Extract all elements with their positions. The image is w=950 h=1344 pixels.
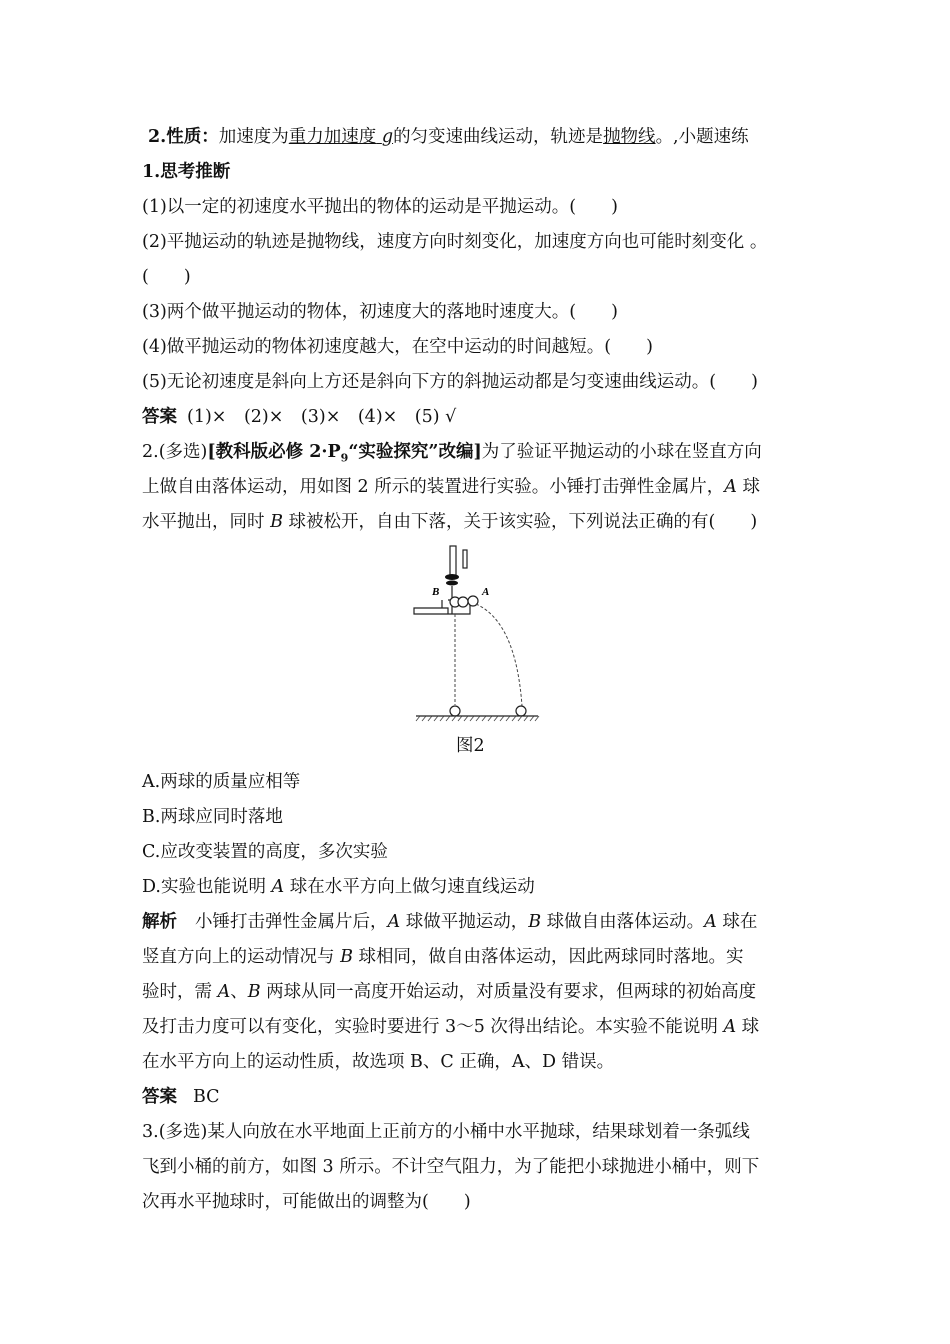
analysis-l1c: 球做自由落体运动。 bbox=[541, 912, 705, 932]
analysis-line2 bbox=[142, 945, 822, 969]
analysis-line3 bbox=[142, 980, 822, 1004]
property-suffix: 。,小题速练 bbox=[655, 127, 749, 147]
q3-line2: 飞到小桶的前方，如图 3 所示。不计空气阻力，为了能把小球抛进小桶中，则下 bbox=[142, 1157, 760, 1177]
q2-source-sub: 9 bbox=[340, 451, 349, 465]
analysis-l4-sym: A bbox=[723, 1017, 737, 1037]
judgement-item-5: (5)无论初速度是斜向上方还是斜向下方的斜抛运动都是匀变速曲线运动。( ) bbox=[142, 372, 758, 392]
analysis-l3-sym2: B bbox=[247, 982, 261, 1002]
analysis-l4b: 球 bbox=[736, 1017, 760, 1037]
analysis-l1-sym3: A bbox=[704, 912, 717, 932]
q2-stem-text3b: 球被松开，自由下落，关于该实验，下列说法正确的有( ) bbox=[282, 512, 758, 532]
analysis-l1b: 球做平抛运动， bbox=[400, 912, 529, 932]
hammer-head-2 bbox=[446, 581, 458, 586]
analysis-l4a: 及打击力度可以有变化，实验时要进行 3～5 次得出结论。本实验不能说明 bbox=[142, 1017, 724, 1037]
figure-2-apparatus bbox=[412, 542, 542, 724]
analysis-line1 bbox=[142, 910, 822, 934]
post-right bbox=[463, 550, 467, 568]
q2-answer-value: BC bbox=[193, 1087, 220, 1107]
judgement-item-3: (3)两个做平抛运动的物体，初速度大的落地时速度大。( ) bbox=[142, 302, 618, 322]
section1-heading: 1.思考推断 bbox=[142, 162, 231, 182]
analysis-l1d: 球在 bbox=[716, 912, 758, 932]
property-label: 2.性质： bbox=[148, 127, 219, 147]
judgement-item-2: (2)平抛运动的轨迹是抛物线，速度方向时刻变化，加速度方向也可能时刻变化 。 bbox=[142, 232, 768, 252]
q2-option-b: B.两球应同时落地 bbox=[142, 807, 283, 827]
label-b: B bbox=[432, 586, 440, 598]
analysis-line5: 在水平方向上的运动性质，故选项 B、C 正确，A、D 错误。 bbox=[142, 1052, 615, 1072]
analysis-line4 bbox=[142, 1015, 822, 1039]
judgement-item-1: (1)以一定的初速度水平抛出的物体的运动是平抛运动。( ) bbox=[142, 197, 618, 217]
post-left bbox=[450, 546, 456, 576]
ball-b-land bbox=[450, 706, 460, 716]
q3-line3: 次再水平抛球时，可能做出的调整为( ) bbox=[142, 1192, 471, 1212]
accel-term-text: 重力加速度 bbox=[288, 127, 377, 147]
analysis-l3-sym1: A bbox=[217, 982, 231, 1002]
q2-source bbox=[207, 442, 482, 465]
figure-2-caption: 图2 bbox=[456, 736, 485, 756]
analysis-l3b: 、 bbox=[230, 982, 248, 1002]
ground-hatch bbox=[416, 716, 539, 721]
analysis-l2-sym: B bbox=[340, 947, 353, 967]
property-line bbox=[148, 125, 828, 149]
property-middle: 的匀变速曲线运动，轨迹是 bbox=[393, 127, 604, 147]
label-a: A bbox=[482, 586, 490, 598]
analysis-l3c: 两球从同一高度开始运动，对质量没有要求，但两球的初始高度 bbox=[260, 982, 757, 1002]
analysis-l2a: 竖直方向上的运动情况与 bbox=[142, 947, 341, 967]
q2-option-d-suffix: 球在水平方向上做匀速直线运动 bbox=[284, 877, 535, 897]
a-trajectory bbox=[476, 604, 522, 706]
ball-mid bbox=[458, 597, 468, 607]
answer-values: (1)× (2)× (3)× (4)× (5) √ bbox=[187, 407, 457, 427]
q2-symbol-a: A bbox=[724, 477, 737, 497]
q2-source-tail: “实验探究”改编] bbox=[348, 442, 482, 462]
q2-answer bbox=[142, 1085, 822, 1109]
analysis-l1a: 小锤打击弹性金属片后， bbox=[195, 912, 388, 932]
section1-answer bbox=[142, 405, 822, 429]
answer-label: 答案 bbox=[142, 407, 177, 427]
analysis-l2b: 球相同，做自由落体运动，因此两球同时落地。实 bbox=[352, 947, 744, 967]
q2-number: 2.(多选) bbox=[142, 442, 208, 462]
analysis-l3a: 验时，需 bbox=[142, 982, 218, 1002]
judgement-item-2-bracket: ( ) bbox=[142, 267, 191, 287]
ball-a-land bbox=[516, 706, 526, 716]
q2-option-a: A.两球的质量应相等 bbox=[142, 772, 301, 792]
judgement-item-4: (4)做平抛运动的物体初速度越大，在空中运动的时间越短。( ) bbox=[142, 337, 653, 357]
path-term: 抛物线 bbox=[603, 127, 656, 147]
q2-source-text: [教科版必修 2·P bbox=[207, 442, 341, 462]
q2-stem-text3a: 水平抛出，同时 bbox=[142, 512, 271, 532]
property-prefix: 加速度为 bbox=[218, 127, 289, 147]
q3-line1: 3.(多选)某人向放在水平地面上正前方的小桶中水平抛球，结果球划着一条弧线 bbox=[142, 1122, 750, 1142]
q2-answer-label: 答案 bbox=[142, 1087, 177, 1107]
q2-stem-line1 bbox=[142, 440, 822, 464]
hammer-head bbox=[445, 574, 459, 580]
analysis-label: 解析 bbox=[142, 912, 177, 932]
analysis-l1-sym1: A bbox=[387, 912, 401, 932]
q2-option-d-symbol: A bbox=[271, 877, 285, 897]
accel-term bbox=[289, 127, 393, 147]
q2-stem-text2b: 球 bbox=[736, 477, 760, 497]
accel-symbol: g bbox=[381, 127, 394, 147]
q2-stem-line2 bbox=[142, 475, 822, 499]
q2-stem-text2a: 上做自由落体运动，用如图 2 所示的装置进行实验。小锤打击弹性金属片， bbox=[142, 477, 725, 497]
q2-option-d bbox=[142, 875, 822, 899]
q2-symbol-b: B bbox=[270, 512, 283, 532]
q2-option-d-prefix: D.实验也能说明 bbox=[142, 877, 272, 897]
q2-option-c: C.应改变装置的高度，多次实验 bbox=[142, 842, 388, 862]
analysis-l1-sym2: B bbox=[528, 912, 542, 932]
q2-stem-text1: 为了验证平抛运动的小球在竖直方向 bbox=[481, 442, 762, 462]
q2-stem-line3 bbox=[142, 510, 822, 534]
